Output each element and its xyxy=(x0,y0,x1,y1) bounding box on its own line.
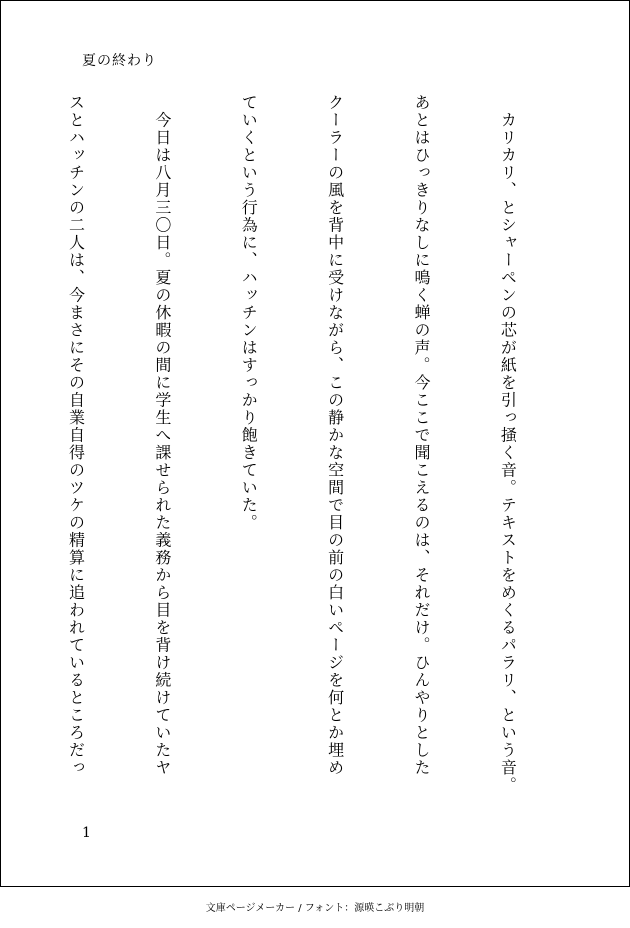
text-line: スとハッチンの二人は、今まさにその自業自得のツケの精算に追われているところだっ xyxy=(66,94,86,777)
page-header-title: 夏の終わり xyxy=(82,53,157,69)
vertical-body-text xyxy=(0,94,579,814)
text-line: カリカリ、とシャーペンの芯が紙を引っ掻く音。テキストをめくるパラリ、という音。 xyxy=(498,94,518,794)
footer-credit: 文庫ページメーカー / フォント：源暎こぶり明朝 xyxy=(205,903,425,914)
text-line: あとはひっきりなしに鳴く蝉の声。今ここで聞こえるのは、それだけ。ひんやりとした xyxy=(412,94,432,777)
text-line xyxy=(0,94,3,814)
text-line: クーラーの風を背中に受けながら、この静かな空間で目の前の白いページを何とか埋め xyxy=(325,94,345,777)
page-number: 1 xyxy=(82,825,91,841)
text-line: 今日は八月三〇日。夏の休暇の間に学生へ課せられた義務から目を背け続けていたヤ xyxy=(152,94,172,777)
text-line: ていくという行為に、ハッチンはすっかり飽きていた。 xyxy=(239,94,259,532)
